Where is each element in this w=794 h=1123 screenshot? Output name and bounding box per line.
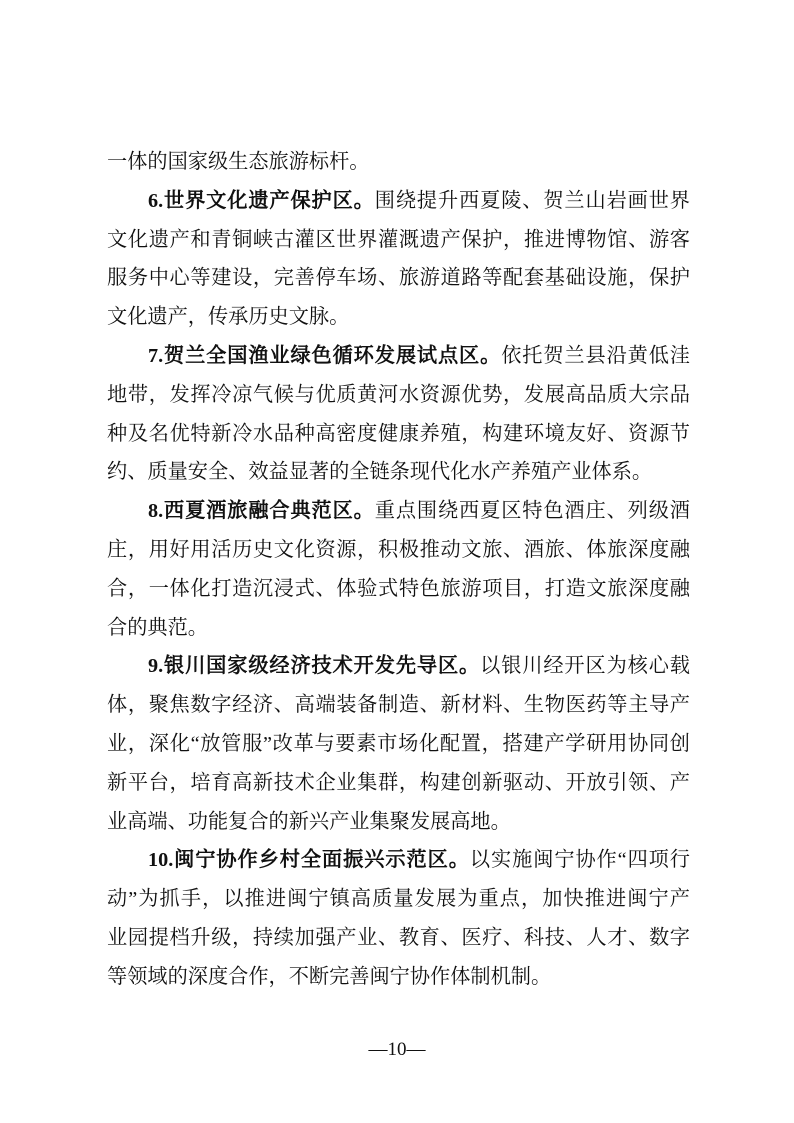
section-title: 9.银川国家级经济技术开发先导区。 <box>148 655 481 678</box>
paragraph-line: 业高端、功能复合的新兴产业集聚发展高地。 <box>107 810 511 833</box>
paragraph-line: 体，聚焦数字经济、高端装备制造、新材料、生物医药等主导产 <box>107 694 690 717</box>
section-lead-text: 依托贺兰县沿黄低洼 <box>501 344 690 367</box>
paragraph-line: 种及名优特新冷水品种高密度健康养殖，构建环境友好、资源节 <box>107 422 690 445</box>
paragraph-line: 等领域的深度合作，不断完善闽宁协作体制机制。 <box>107 965 552 988</box>
paragraph-line: 业园提档升级，持续加强产业、教育、医疗、科技、人才、数字 <box>107 926 690 949</box>
paragraph-first-line <box>107 841 690 880</box>
section-title: 7.贺兰全国渔业绿色循环发展试点区。 <box>148 344 502 367</box>
paragraph-line: 服务中心等建设，完善停车场、旅游道路等配套基础设施，保护 <box>107 267 690 290</box>
section-title: 10.闽宁协作乡村全面振兴示范区。 <box>148 849 470 872</box>
section-lead-text: 以银川经开区为核心载 <box>480 655 690 678</box>
paragraph-first-line <box>107 337 690 376</box>
paragraph-first-line <box>107 182 690 221</box>
section-title: 6.世界文化遗产保护区。 <box>148 189 375 212</box>
paragraph-line: 地带，发挥冷凉气候与优质黄河水资源优势，发展高品质大宗品 <box>107 383 690 406</box>
paragraph-line: 业，深化“放管服”改革与要素市场化配置，搭建产学研用协同创 <box>107 732 690 755</box>
paragraph-first-line <box>107 492 690 531</box>
section-lead-text: 围绕提升西夏陵、贺兰山岩画世界 <box>374 189 690 212</box>
section-lead-text: 以实施闽宁协作“四项行 <box>469 849 690 872</box>
paragraph-line: 新平台，培育高新技术企业集群，构建创新驱动、开放引领、产 <box>107 771 690 794</box>
paragraph-line: 庄，用好用活历史文化资源，积极推动文旅、酒旅、体旅深度融 <box>107 538 690 561</box>
paragraph-line: 一体的国家级生态旅游标杆。 <box>107 151 370 173</box>
document-body <box>107 143 690 997</box>
section-lead-text: 重点围绕西夏区特色酒庄、列级酒 <box>374 500 690 523</box>
paragraph-first-line <box>107 647 690 686</box>
section-title: 8.西夏酒旅融合典范区。 <box>148 500 375 523</box>
paragraph-line: 文化遗产，传承历史文脉。 <box>107 306 350 329</box>
paragraph-line: 文化遗产和青铜峡古灌区世界灌溉遗产保护，推进博物馆、游客 <box>107 228 690 251</box>
page-number: —10— <box>368 1039 426 1060</box>
paragraph-line: 合的典范。 <box>107 616 208 639</box>
paragraph-line: 约、质量安全、效益显著的全链条现代化水产养殖产业体系。 <box>107 461 653 484</box>
paragraph-line: 合，一体化打造沉浸式、体验式特色旅游项目，打造文旅深度融 <box>107 577 690 600</box>
paragraph-line: 动”为抓手，以推进闽宁镇高质量发展为重点，加快推进闽宁产 <box>107 888 690 911</box>
